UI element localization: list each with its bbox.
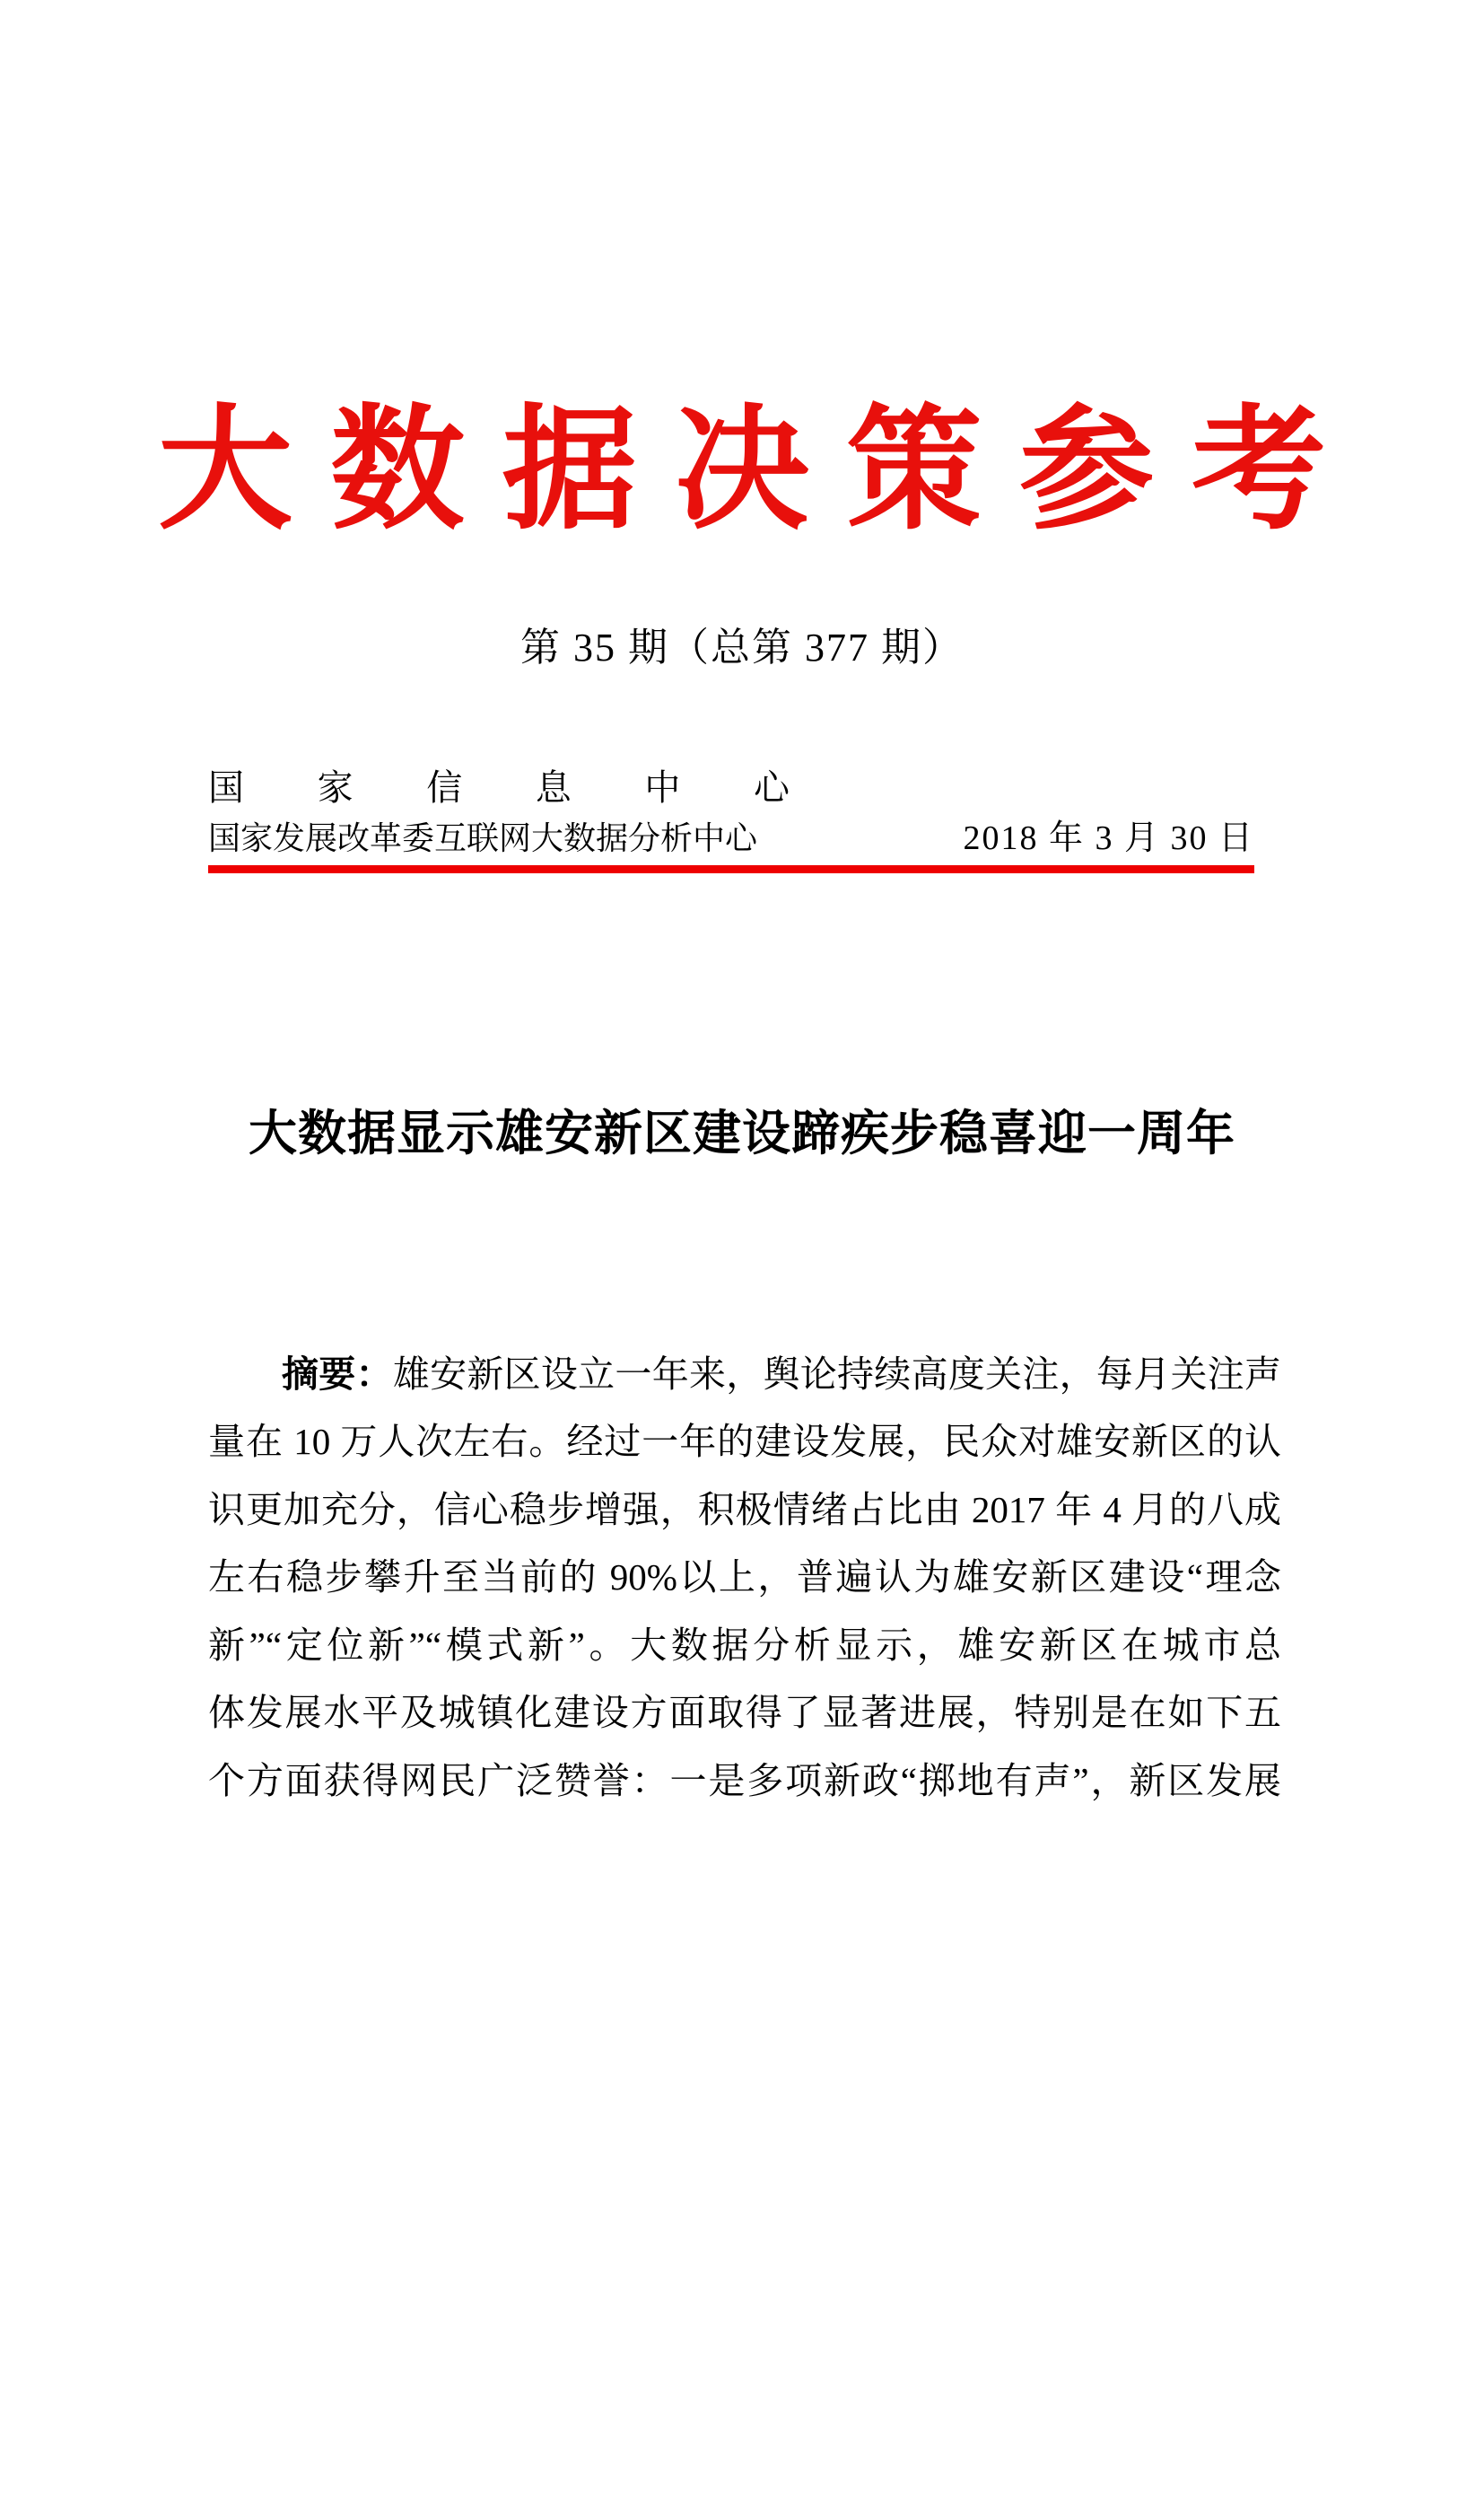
abstract-label: 摘要： xyxy=(282,1353,393,1395)
issue-date: 2018 年 3 月 30 日 xyxy=(963,819,1254,857)
article-title: 大数据显示雄安新区建设蹄疾步稳喜迎一周年 xyxy=(249,1107,1235,1160)
org-name-secondary: 国家发展改革委互联网大数据分析中心 xyxy=(208,820,758,856)
abstract-line: 左右稳步攀升至当前的 90%以上，普遍认为雄安新区建设“理念 xyxy=(208,1556,1281,1598)
abstract-section xyxy=(208,1341,1281,1816)
abstract-line: 新”“定位新”“模式新”。大数据分析显示，雄安新区在城市总 xyxy=(208,1624,1281,1666)
header-org-row xyxy=(208,815,1254,862)
abstract-line: 识更加充分，信心稳步增强，积极情绪占比由 2017 年 4 月的八成 xyxy=(208,1488,1281,1530)
document-page xyxy=(0,390,1484,2496)
abstract-line: 量在 10 万人次左右。经过一年的建设发展，民众对雄安新区的认 xyxy=(208,1421,1281,1463)
header-org-block xyxy=(208,763,1254,873)
abstract-line-text: 雄安新区设立一年来，舆论持续高度关注，每月关注声 xyxy=(392,1353,1282,1395)
issue-number-line: 第 35 期（总第 377 期） xyxy=(520,626,964,670)
masthead-title: 大数据决策参考 xyxy=(157,390,1364,548)
org-name-primary: 国家信息中心 xyxy=(208,767,790,808)
red-divider-rule xyxy=(208,865,1254,873)
abstract-line xyxy=(208,1341,1281,1409)
abstract-line: 个方面获得网民广泛赞誉：一是多项新政“掷地有声”，新区发展 xyxy=(208,1759,1281,1801)
abstract-line: 体发展水平及城镇化建设方面取得了显著进展，特别是在如下五 xyxy=(208,1692,1281,1734)
